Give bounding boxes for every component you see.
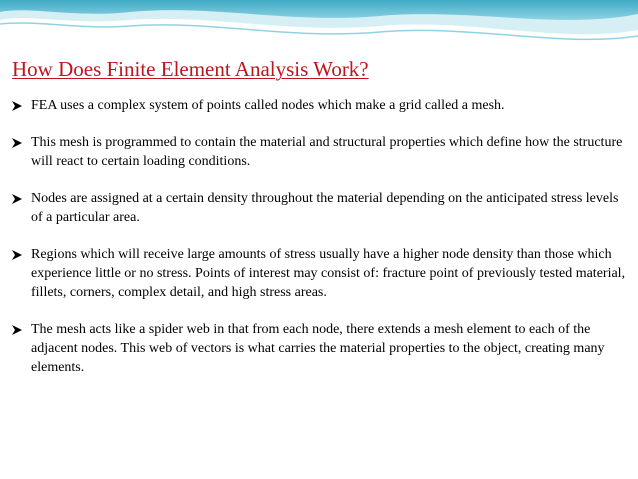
bullet-item (11, 189, 627, 227)
bullet-item (11, 133, 627, 171)
bullet-item (11, 96, 627, 115)
bullet-item (11, 320, 627, 377)
arrow-bullet-icon (11, 100, 23, 112)
bullet-text: The mesh acts like a spider web in that from each node, there extends a mesh element to each of the adjacent nodes. This web of vectors is what carries the material properties to the object, creating many elements. (31, 322, 605, 375)
arrow-bullet-icon (11, 137, 23, 149)
arrow-bullet-icon (11, 249, 23, 261)
arrow-bullet-icon (11, 324, 23, 336)
bullet-list (11, 96, 627, 395)
bullet-item (11, 245, 627, 302)
arrow-bullet-icon (11, 193, 23, 205)
slide-title: How Does Finite Element Analysis Work? (12, 57, 369, 81)
bullet-text: This mesh is programmed to contain the material and structural properties which define how the structure will react to certain loading conditions. (31, 135, 623, 169)
bullet-text: Regions which will receive large amounts of stress usually have a higher node density than those which experience little or no stress. Points of interest may consist of: fracture point of previously tested material, fillets, corners, complex detail, and high stress areas. (31, 247, 626, 300)
wave-header-decoration (0, 0, 638, 52)
bullet-text: Nodes are assigned at a certain density throughout the material depending on the anticipated stress levels of a particular area. (31, 191, 619, 225)
bullet-text: FEA uses a complex system of points called nodes which make a grid called a mesh. (31, 98, 505, 113)
